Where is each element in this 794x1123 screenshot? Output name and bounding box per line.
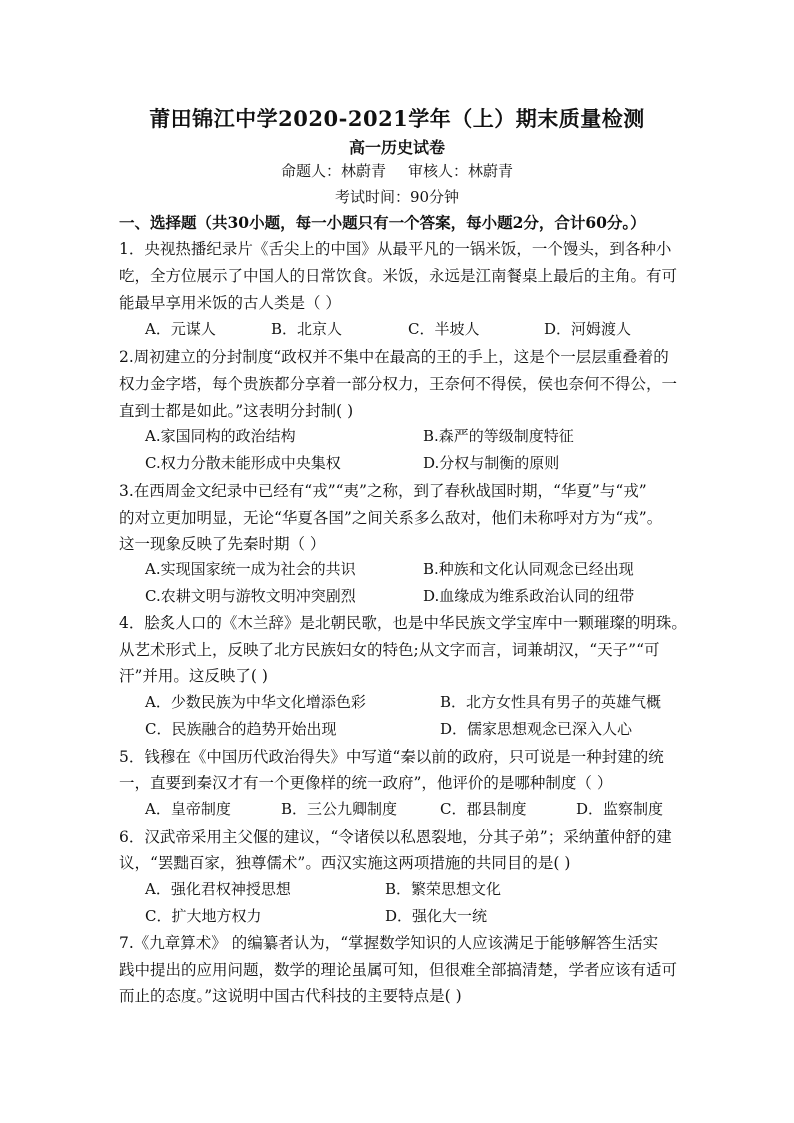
question-6-option-c: C．扩大地方权力 <box>145 907 262 925</box>
question-5-option-b: B．三公九卿制度 <box>281 800 398 818</box>
question-4-option-d: D．儒家思想观念已深入人心 <box>440 720 633 738</box>
exam-staff <box>0 160 794 181</box>
question-3-option-a: A.实现国家统一成为社会的共识 <box>145 560 356 578</box>
question-5-option-c: C．郡县制度 <box>440 800 527 818</box>
question-1-option-a: A．元谋人 <box>145 320 216 338</box>
question-4-line-3: 汗”并用。这反映了( ) <box>119 667 268 685</box>
question-2-line-1: 2.周初建立的分封制度“政权并不集中在最高的王的手上，这是个一层层重叠着的 <box>119 348 669 366</box>
question-2-line-2: 权力金字塔，每个贵族都分享着一部分权力，王奈何不得侯，侯也奈何不得公，一 <box>119 375 678 393</box>
question-5-line-2: 一，直要到秦汉才有一个更像样的统一政府”，他评价的是哪种制度（ ） <box>119 774 613 792</box>
question-6-option-a: A．强化君权神授思想 <box>145 880 291 898</box>
question-4-line-2: 从艺术形式上，反映了北方民族妇女的特色;从文字而言，词兼胡汉，“天子”“可 <box>119 641 660 659</box>
question-7-line-2: 践中提出的应用问题，数学的理论虽属可知，但很难全部搞清楚，学者应该有适可 <box>119 961 678 979</box>
question-1-option-b: B．北京人 <box>271 320 343 338</box>
question-1-option-d: D．河姆渡人 <box>544 320 632 338</box>
question-1-option-c: C．半坡人 <box>408 320 480 338</box>
author-text: 命题人：林蔚青 <box>280 162 386 180</box>
question-5-option-d: D．监察制度 <box>576 800 664 818</box>
question-2-option-c: C.权力分散未能形成中央集权 <box>145 454 341 472</box>
exam-subtitle: 高一历史试卷 <box>348 138 445 157</box>
question-1-line-1: 1．央视热播纪录片《舌尖上的中国》从最平凡的一锅米饭，一个馒头，到各种小 <box>119 240 672 258</box>
reviewer-text: 审核人：林蔚青 <box>408 162 514 180</box>
question-3-line-3: 这一现象反映了先秦时期（ ） <box>119 535 326 553</box>
question-6-option-b: B．繁荣思想文化 <box>385 880 502 898</box>
question-5-line-1: 5．钱穆在《中国历代政治得失》中写道“秦以前的政府，只可说是一种封建的统 <box>119 748 664 766</box>
section-title: 一、选择题（共30小题，每一小题只有一个答案，每小题2分，合计60分。） <box>119 213 646 232</box>
question-3-line-2: 的对立更加明显，无论“华夏各国”之间关系多么敌对，他们未称呼对方为“戎”。 <box>119 509 663 527</box>
question-4-option-a: A．少数民族为中华文化增添色彩 <box>145 693 366 711</box>
question-4-option-b: B．北方女性具有男子的英雄气概 <box>440 693 662 711</box>
question-6-line-2: 议，“罢黜百家，独尊儒术”。西汉实施这两项措施的共同目的是( ) <box>119 854 571 872</box>
question-3-option-b: B.种族和文化认同观念已经出现 <box>423 560 634 578</box>
question-1-line-3: 能最早享用米饭的古人类是（ ） <box>119 294 341 312</box>
question-2-option-b: B.森严的等级制度特征 <box>423 427 574 445</box>
question-2-option-d: D.分权与制衡的原则 <box>423 454 560 472</box>
question-6-option-d: D．强化大一统 <box>385 907 488 925</box>
question-3-option-c: C.农耕文明与游牧文明冲突剧烈 <box>145 587 356 605</box>
question-7-line-3: 而止的态度。”这说明中国古代科技的主要特点是( ) <box>119 987 462 1005</box>
question-7-line-1: 7.《九章算术》 的编纂者认为，“掌握数学知识的人应该满足于能够解答生活实 <box>119 934 659 952</box>
question-5-option-a: A．皇帝制度 <box>145 800 231 818</box>
question-3-line-1: 3.在西周金文纪录中已经有“戎”“夷”之称，到了春秋战国时期，“华夏”与“戎” <box>119 482 647 500</box>
question-6-line-1: 6．汉武帝采用主父偃的建议，“令诸侯以私恩裂地，分其子弟”；采纳董仲舒的建 <box>119 828 672 846</box>
exam-duration: 考试时间：90分钟 <box>334 188 460 206</box>
question-2-option-a: A.家国同构的政治结构 <box>145 427 296 445</box>
exam-title: 莆田锦江中学2020-2021学年（上）期末质量检测 <box>149 106 645 131</box>
question-2-line-3: 直到士都是如此。”这表明分封制( ) <box>119 402 354 420</box>
question-1-line-2: 吃，全方位展示了中国人的日常饮食。米饭，永远是江南餐桌上最后的主角。有可 <box>119 267 678 285</box>
question-4-line-1: 4．脍炙人口的《木兰辞》是北朝民歌，也是中华民族文学宝库中一颗璀璨的明珠。 <box>119 614 687 632</box>
question-4-option-c: C．民族融合的趋势开始出现 <box>145 720 337 738</box>
question-3-option-d: D.血缘成为维系政治认同的纽带 <box>423 587 635 605</box>
